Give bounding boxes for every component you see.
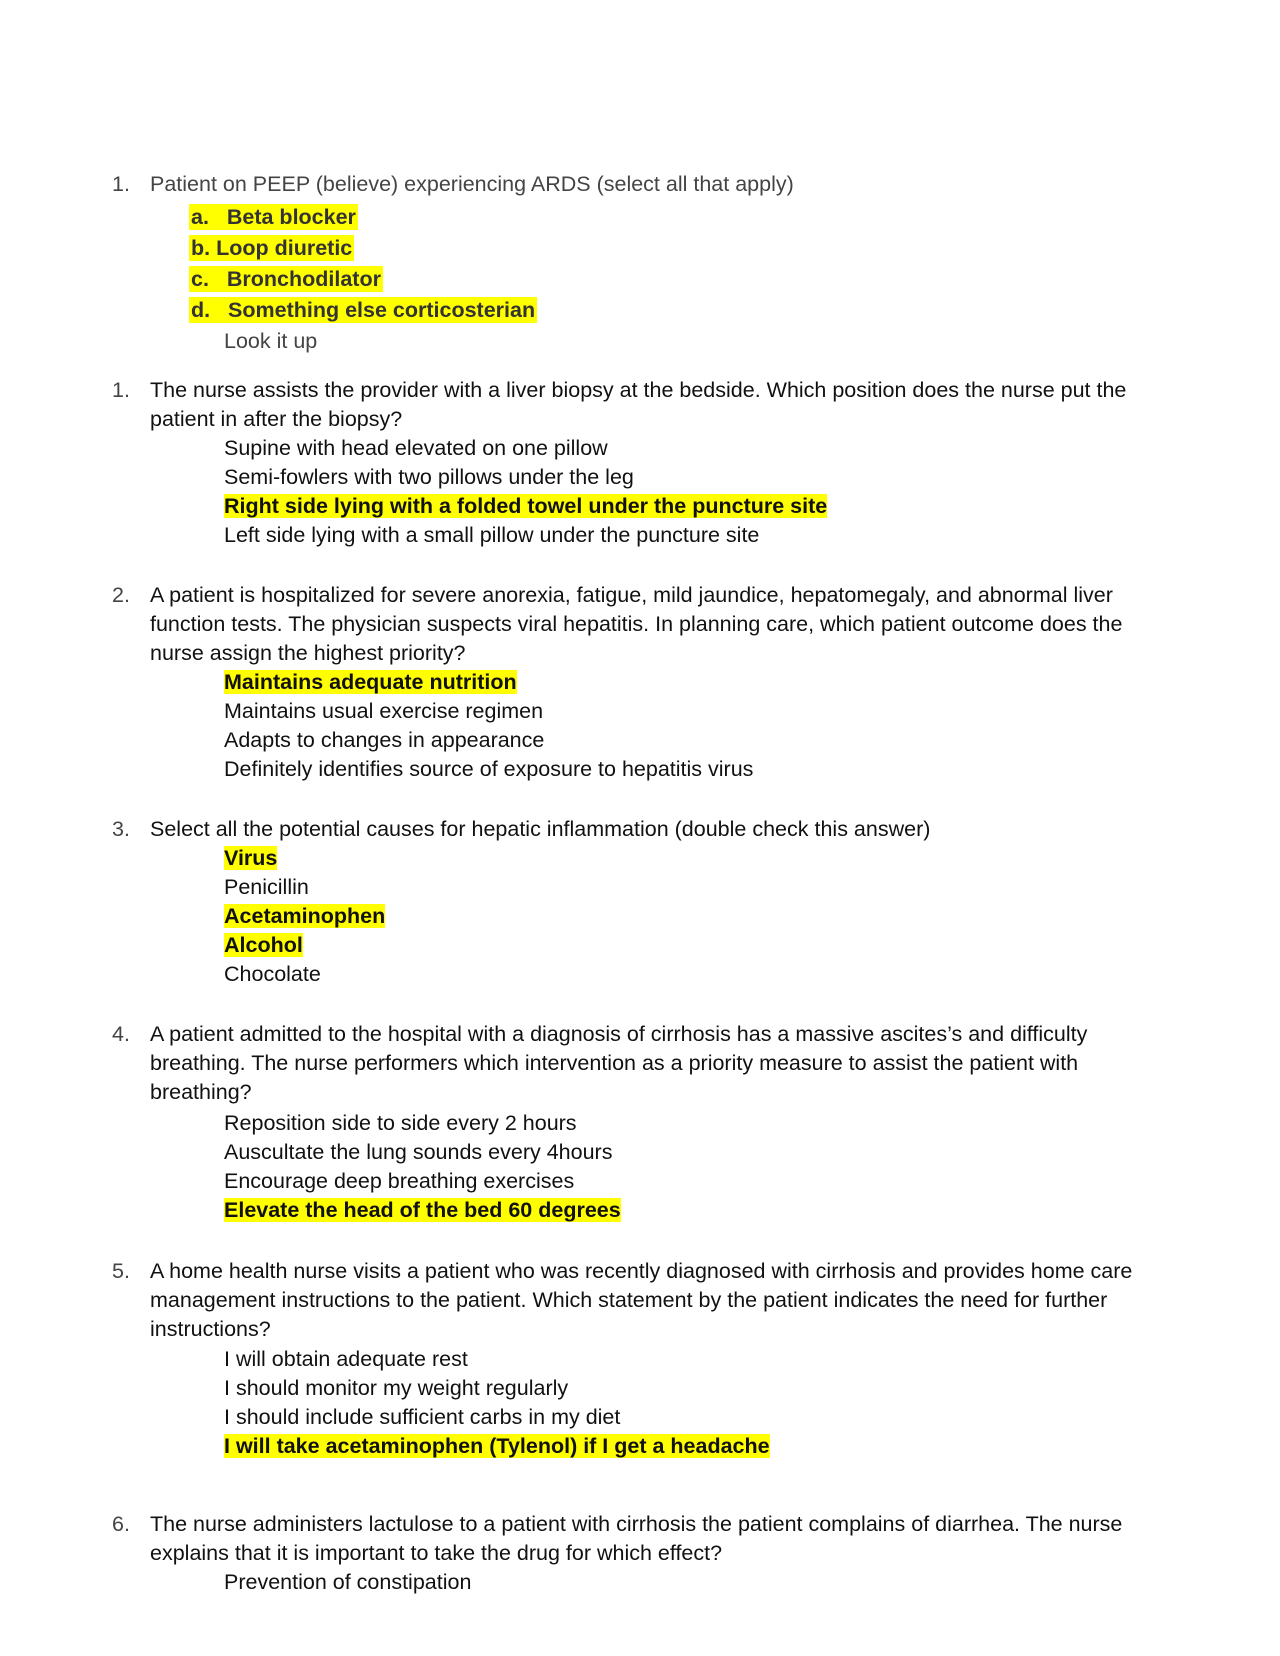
answer-option-correct [224,844,277,873]
highlighted-answer: Elevate the head of the bed 60 degrees [224,1198,621,1222]
option-letter: b. [191,236,211,260]
highlighted-answer: Alcohol [224,933,303,957]
question-viral-hepatitis [0,581,1280,668]
highlighted-answer: Virus [224,846,278,870]
option-letter: d. [191,298,211,322]
answer-option-c [189,264,383,294]
answer-option-a [189,202,358,232]
question-text-line-3: nurse assign the highest priority? [150,641,466,665]
highlighted-answer: Right side lying with a folded towel under the puncture site [224,494,828,518]
question-text-line-2: management instructions to the patient. Which statement by the patient indicates the need for further [150,1288,1108,1312]
question-text-line-1: The nurse administers lactulose to a patient with cirrhosis the patient complains of diarrhea. The nurse [150,1512,1123,1536]
question-text-line-2: patient in after the biopsy? [150,407,403,431]
question-text-line-2: function tests. The physician suspects viral hepatitis. In planning care, which patient outcome does the [150,612,1123,636]
answer-option: Auscultate the lung sounds every 4hours [224,1140,613,1164]
question-number: 6. [112,1512,130,1536]
option-text: Loop diuretic [216,236,353,260]
answer-option: Penicillin [224,875,309,899]
highlighted-answer: Maintains adequate nutrition [224,670,517,694]
question-text-line-3: instructions? [150,1317,271,1341]
answer-option-d [189,295,537,325]
option-text: Something else corticosterian [228,298,536,322]
question-cirrhosis-ascites [0,1020,1280,1107]
answer-option: Supine with head elevated on one pillow [224,436,608,460]
question-peep-ards [0,170,1280,199]
answer-option: Maintains usual exercise regimen [224,699,544,723]
highlighted-answer: I will take acetaminophen (Tylenol) if I get a headache [224,1434,770,1458]
answer-option-correct [224,1196,621,1225]
answer-option-correct [224,492,827,521]
question-text: Patient on PEEP (believe) experiencing ARDS (select all that apply) [150,172,794,196]
question-number: 3. [112,817,130,841]
answer-option: Chocolate [224,962,321,986]
answer-option: I should monitor my weight regularly [224,1376,569,1400]
question-number: 1. [112,378,130,402]
answer-option: Encourage deep breathing exercises [224,1169,575,1193]
answer-option-correct [224,668,517,697]
answer-option: Left side lying with a small pillow under the puncture site [224,523,760,547]
answer-option-correct [224,902,385,931]
option-letter: a. [191,205,209,229]
question-text: Select all the potential causes for hepatic inflammation (double check this answer) [150,817,931,841]
answer-option-b [189,233,354,263]
highlighted-answer: Acetaminophen [224,904,386,928]
option-text: Beta blocker [226,205,356,229]
answer-option: Prevention of constipation [224,1570,472,1594]
question-text-line-1: A patient admitted to the hospital with a diagnosis of cirrhosis has a massive ascites’s and difficulty [150,1022,1088,1046]
question-number: 4. [112,1022,130,1046]
question-text-line-2: breathing. The nurse performers which intervention as a priority measure to assist the patient with [150,1051,1079,1075]
answer-option: Semi-fowlers with two pillows under the leg [224,465,634,489]
question-number: 1. [112,172,130,196]
question-hepatic-inflammation [0,815,1280,844]
option-text: Bronchodilator [226,267,381,291]
answer-option-correct [224,1432,770,1461]
answer-option: Definitely identifies source of exposure to hepatitis virus [224,757,754,781]
question-text-line-2: explains that it is important to take the drug for which effect? [150,1541,723,1565]
question-lactulose [0,1510,1280,1568]
note-text: Look it up [224,329,318,353]
answer-option: I should include sufficient carbs in my diet [224,1405,621,1429]
answer-option: Reposition side to side every 2 hours [224,1111,577,1135]
option-letter: c. [191,267,209,291]
answer-option: I will obtain adequate rest [224,1347,468,1371]
question-number: 5. [112,1259,130,1283]
question-text-line-1: A patient is hospitalized for severe anorexia, fatigue, mild jaundice, hepatomegaly, and abnormal liver [150,583,1113,607]
question-text-line-1: A home health nurse visits a patient who was recently diagnosed with cirrhosis and provides home care [150,1259,1133,1283]
answer-option: Adapts to changes in appearance [224,728,545,752]
question-number: 2. [112,583,130,607]
question-text-line-1: The nurse assists the provider with a liver biopsy at the bedside. Which position does the nurse put the [150,378,1127,402]
question-text-line-3: breathing? [150,1080,252,1104]
answer-option-correct [224,931,303,960]
question-home-care-cirrhosis [0,1257,1280,1344]
question-liver-biopsy [0,376,1280,434]
